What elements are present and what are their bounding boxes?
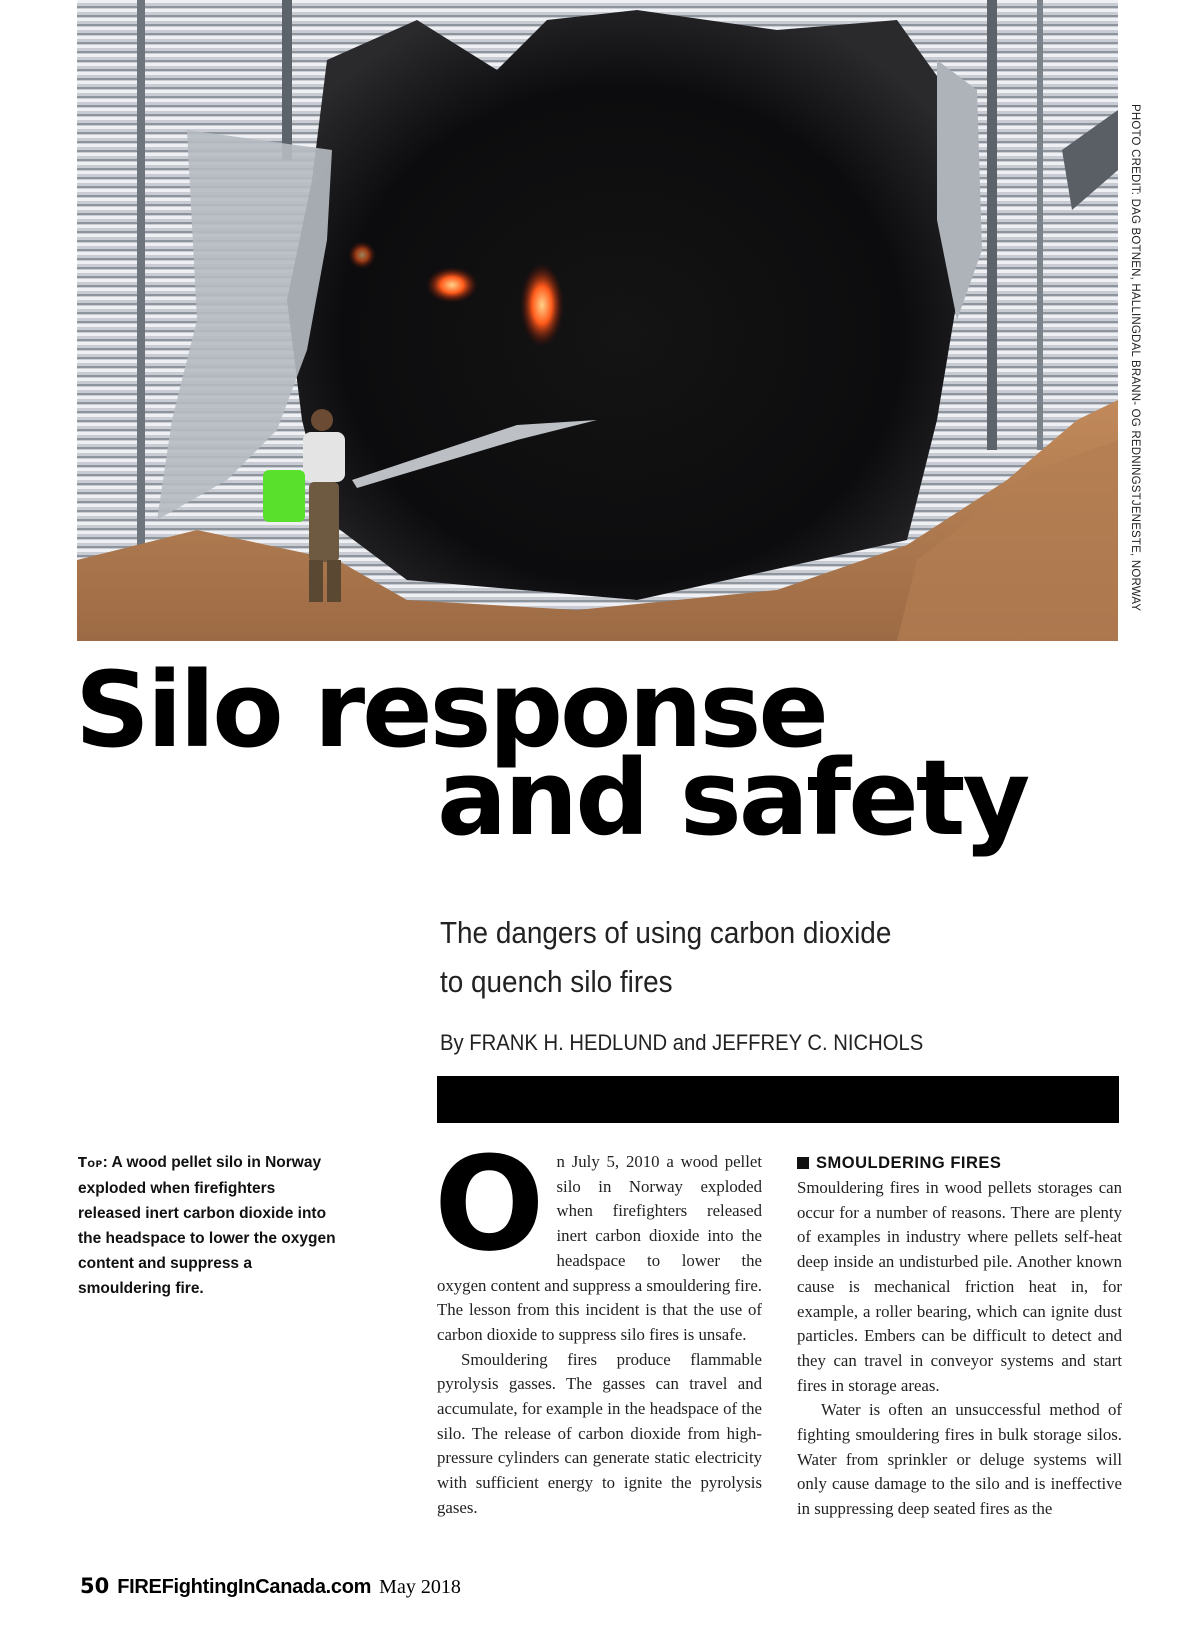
paragraph-text: n July 5, 2010 a wood pellet silo in Norway exploded when firefighters released inert carbon dioxide into the headspace to lower the oxygen content and suppress a smouldering fire. The lesson from this incident is that the use of carbon dioxide to suppress silo fires is unsafe. bbox=[437, 1152, 762, 1344]
body-paragraph bbox=[434, 1128, 762, 1348]
caption-text: : A wood pellet silo in Norway exploded when firefighters released inert carbon dioxide into the headspace to lower the oxygen content and suppress a smouldering fire. bbox=[78, 1154, 336, 1297]
drop-cap: O bbox=[434, 1128, 545, 1280]
section-subhead bbox=[797, 1151, 1122, 1175]
deck-line-1: The dangers of using carbon dioxide bbox=[440, 915, 892, 950]
photo-caption bbox=[78, 1150, 338, 1301]
magazine-site: FIREFightingInCanada.com bbox=[117, 1576, 372, 1598]
article-headline bbox=[75, 649, 1115, 859]
square-bullet-icon bbox=[797, 1157, 809, 1169]
deck-line-2: to quench silo fires bbox=[440, 964, 673, 999]
divider-bar bbox=[437, 1076, 1119, 1123]
caption-lead: Top bbox=[78, 1156, 103, 1171]
body-column-1 bbox=[434, 1128, 762, 1521]
silo-fire-photo bbox=[77, 0, 1118, 641]
page-footer bbox=[80, 1574, 461, 1599]
article-deck bbox=[440, 908, 1016, 1006]
subhead-text: SMOULDERING FIRES bbox=[816, 1154, 1002, 1172]
page-number: 50 bbox=[80, 1574, 110, 1598]
headline-line-2: and safety bbox=[437, 737, 1028, 859]
body-paragraph: Smouldering fires in wood pellets storages can occur for a number of reasons. There are plenty of examples in industry where pellets self-heat deep inside an undisturbed pile. Another known cause is mechanical friction heat in, for example, a roller bearing, which can ignite dust particles. Embers can be difficult to detect and they can travel in conveyor systems and start fires in storage areas. bbox=[797, 1178, 1122, 1395]
body-paragraph: Smouldering fires produce flammable pyrolysis gasses. The gasses can travel and accumulate, for example in the headspace of the silo. The release of carbon dioxide from high-pressure cylinders can generate static electricity with sufficient energy to ignite the pyrolysis gases. bbox=[437, 1349, 762, 1517]
body-paragraph: Water is often an unsuccessful method of fighting smouldering fires in bulk storage silos. Water from sprinkler or deluge systems will only cause damage to the silo and is ineffective in suppressing deep seated fires as the bbox=[797, 1400, 1122, 1519]
byline: By FRANK H. HEDLUND and JEFFREY C. NICHOLS bbox=[440, 1030, 924, 1055]
headline-line-1: Silo response bbox=[75, 649, 826, 771]
silo-fire-illustration bbox=[77, 0, 1118, 641]
issue-date: May 2018 bbox=[379, 1576, 461, 1598]
photo-credit: PHOTO CREDIT: DAG BOTNEN, HALLINGDAL BRANN- OG REDNINGSTJENESTE, NORWAY bbox=[1129, 104, 1141, 612]
body-column-2 bbox=[797, 1151, 1122, 1522]
